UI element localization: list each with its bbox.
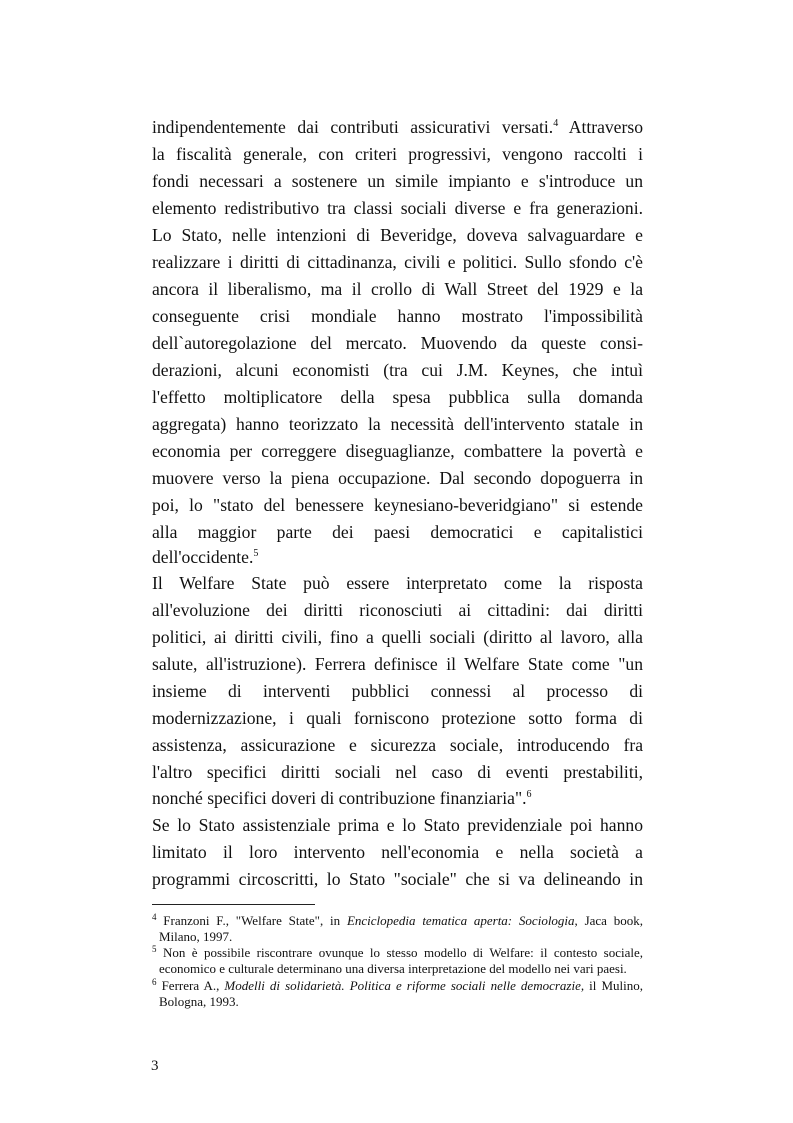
body-line [152,762,643,782]
body-line-text: fondi necessari a sostenere un simile impianto e s'introduce un [152,171,643,191]
body-line [152,788,643,808]
body-line [152,495,643,515]
body-line [152,627,643,647]
body-line-text: Il Welfare State può essere interpretato come la risposta [152,573,643,593]
body-line-text: Lo Stato, nelle intenzioni di Beveridge, doveva salvaguardare e [152,225,643,245]
footnote-number: 4 [152,912,157,922]
body-line-text-continued: Attraverso [558,117,643,137]
body-line-text: dell`autoregolazione del mercato. Muovendo da queste consi- [152,333,643,353]
page-number: 3 [151,1058,159,1074]
body-line-text: l'altro specifici diritti sociali nel caso di eventi prestabiliti, [152,762,643,782]
footnote-reference: 4 [553,118,559,129]
body-line [152,117,643,137]
footnote-text: il Mulino, [584,978,643,993]
body-line-text: assistenza, assicurazione e sicurezza sociale, introducendo fra [152,735,643,755]
body-line-text: Se lo Stato assistenziale prima e lo Stato previdenziale poi hanno [152,815,643,835]
body-line-text: politici, ai diritti civili, fino a quelli sociali (diritto al lavoro, alla [152,627,643,647]
body-line [152,198,643,218]
footnote-5-continued: economico e culturale determinano una diversa interpretazione del modello nei vari paesi. [159,961,627,976]
footnote-4-continued: Milano, 1997. [159,929,233,944]
footnote-6-continued: Bologna, 1993. [159,994,239,1009]
footnote-text: Franzoni F., "Welfare State", in [156,913,347,928]
footnote-4 [152,913,643,929]
body-line [152,279,643,299]
body-line-text: indipendentemente dai contributi assicurativi versati. [152,117,554,137]
body-line-text: l'effetto moltiplicatore della spesa pubblica sulla domanda [152,387,643,407]
body-line [152,468,643,488]
body-line [152,225,643,245]
body-line [152,360,643,380]
footnote-reference: 6 [526,789,532,800]
body-line [152,522,643,542]
body-line-text: limitato il loro intervento nell'economia e nella società a [152,842,643,862]
body-line-text: nonché specifici doveri di contribuzione finanziaria". [152,788,527,808]
body-line-text: dell'occidente. [152,547,254,567]
body-line [152,600,643,620]
body-line-text: muovere verso la piena occupazione. Dal secondo dopoguerra in [152,468,643,488]
body-line-text: derazioni, alcuni economisti (tra cui J.M. Keynes, che intuì [152,360,643,380]
body-line [152,573,643,593]
footnote-text: Ferrera A., [156,978,225,993]
body-line [152,654,643,674]
body-line [152,681,643,701]
body-line-text: alla maggior parte dei paesi democratici e capitalistici [152,522,643,542]
body-line [152,144,643,164]
body-line [152,387,643,407]
body-line-text: elemento redistributivo tra classi sociali diverse e fra generazioni. [152,198,643,218]
body-line-text: ancora il liberalismo, ma il crollo di Wall Street del 1929 e la [152,279,643,299]
footnote-text: , Jaca book, [574,913,643,928]
body-line [152,333,643,353]
body-line-text: salute, all'istruzione). Ferrera definisce il Welfare State come "un [152,654,643,674]
body-line [152,306,643,326]
body-line [152,171,643,191]
footnote-number: 6 [152,977,157,987]
footnote-5 [152,945,643,961]
body-line-text: programmi circoscritti, lo Stato "sociale" che si va delineando in [152,869,643,889]
footnote-text: Non è possibile riscontrare ovunque lo stesso modello di Welfare: il contesto sociale, [156,945,643,960]
footnote-separator [152,904,315,905]
body-line [152,815,643,835]
body-line-text: conseguente crisi mondiale hanno mostrato l'impossibilità [152,306,643,326]
body-line-text: all'evoluzione dei diritti riconosciuti ai cittadini: dai diritti [152,600,643,620]
body-line-text: poi, lo "stato del benessere keynesiano-beveridgiano" si estende [152,495,643,515]
body-line [152,842,643,862]
body-line-text: modernizzazione, i quali forniscono protezione sotto forma di [152,708,643,728]
footnote-number: 5 [152,944,157,954]
body-line [152,708,643,728]
footnote-reference: 5 [253,548,259,559]
body-line-text: realizzare i diritti di cittadinanza, civili e politici. Sullo sfondo c'è [152,252,643,272]
footnote-title: Enciclopedia tematica aperta: Sociologia [346,913,575,928]
body-line [152,547,643,567]
body-line-text: aggregata) hanno teorizzato la necessità dell'intervento statale in [152,414,643,434]
body-line [152,414,643,434]
footnote-title: Modelli di solidarietà. Politica e riforme sociali nelle democrazie, [224,978,585,993]
body-line [152,869,643,889]
body-line [152,441,643,461]
footnote-6 [152,978,643,994]
body-line-text: economia per correggere diseguaglianze, combattere la povertà e [152,441,643,461]
body-line-text: insieme di interventi pubblici connessi al processo di [152,681,643,701]
body-line [152,735,643,755]
body-line [152,252,643,272]
body-line-text: la fiscalità generale, con criteri progressivi, vengono raccolti i [152,144,643,164]
